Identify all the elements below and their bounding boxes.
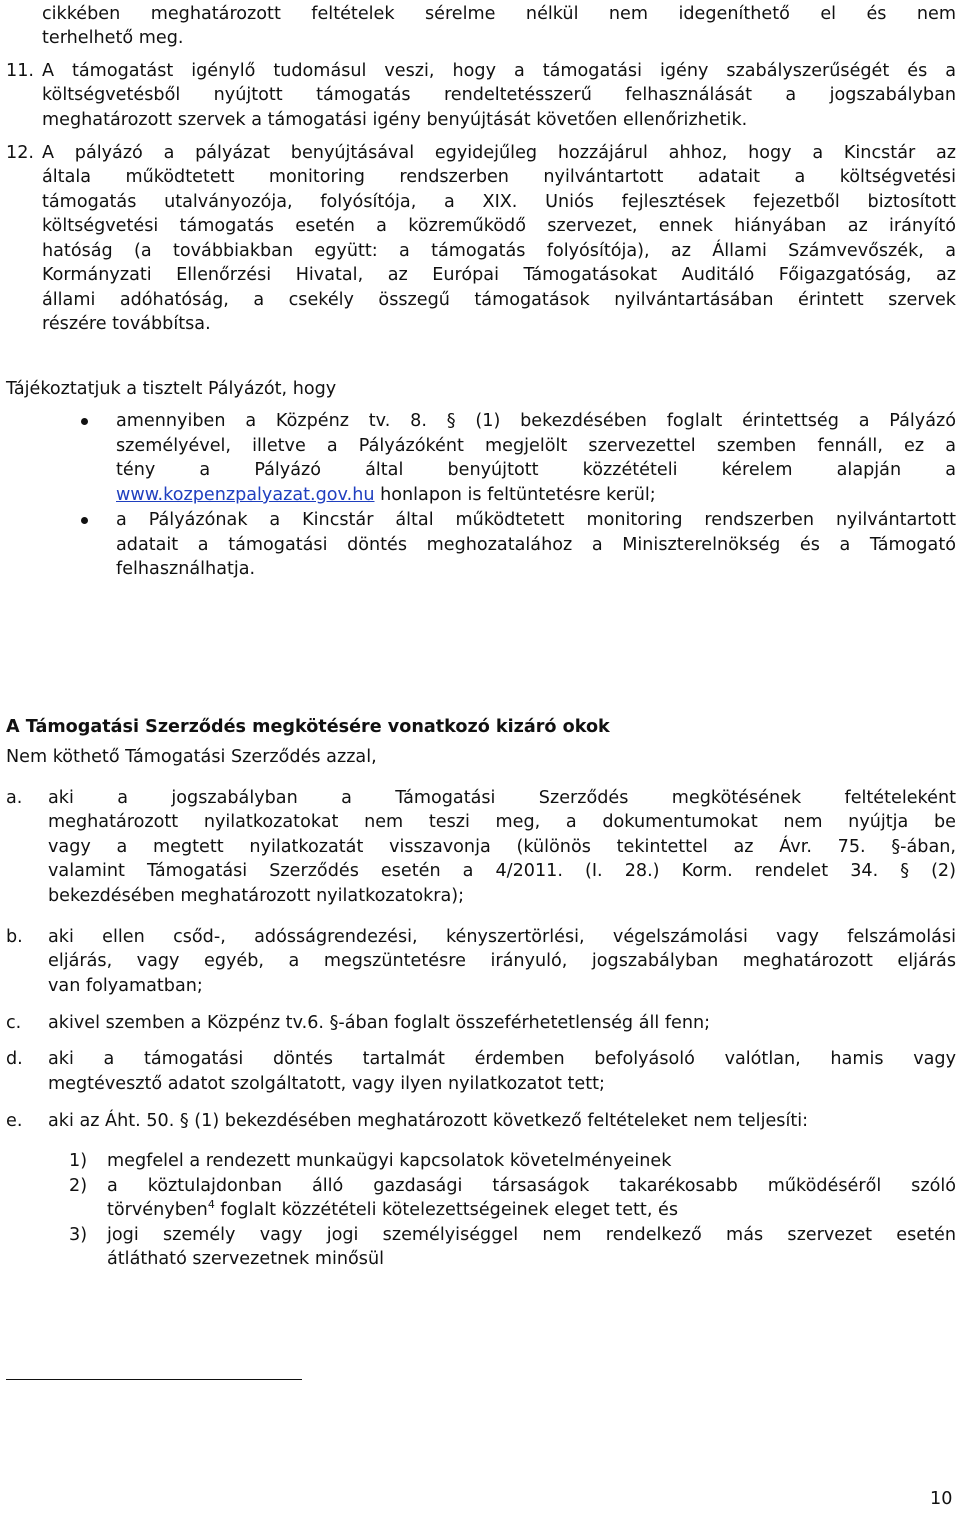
item10-tail-line1: cikkében meghatározott feltételek sérelme nélkül nem idegeníthető el és nem — [42, 4, 956, 24]
notice-bullet2-line1: a Pályázónak a Kincstár által működtetett monitoring rendszerben nyilvántartott — [116, 510, 956, 530]
notice-bullet2-line2: adatait a támogatási döntés meghozatalához a Miniszterelnökség és a Támogató — [116, 535, 956, 555]
item-b-line3: van folyamatban; — [48, 976, 203, 996]
footnote-separator — [6, 1379, 302, 1380]
item-c-line1: akivel szemben a Közpénz tv.6. §-ában foglalt összeférhetetlenség áll fenn; — [48, 1013, 711, 1033]
item-d-line2: megtévesztő adatot szolgáltatott, vagy ilyen nyilatkozatot tett; — [48, 1074, 605, 1094]
notice-bullet1-line4-rest: honlapon is feltüntetésre kerül; — [374, 485, 656, 505]
item-a-line1: aki a jogszabályban a Támogatási Szerződés megkötésének feltételeként — [48, 788, 956, 808]
subitem-2-line2-b: foglalt közzétételi kötelezettségeinek eleget tett, és — [214, 1200, 679, 1220]
item-d-label: d. — [6, 1049, 23, 1069]
item-b-line2: eljárás, vagy egyéb, a megszüntetésre irányuló, jogszabályban meghatározott eljárás — [48, 951, 956, 971]
bullet-icon — [81, 418, 88, 425]
subitem-2-line2-a: törvényben — [107, 1200, 208, 1220]
item-b-label: b. — [6, 927, 23, 947]
section-heading: A Támogatási Szerződés megkötésére vonatkozó kizáró okok — [6, 717, 610, 737]
subitem-2-line2 — [107, 1198, 678, 1222]
item12-line5: hatóság (a továbbiakban együtt: a támogatás folyósítója), az Állami Számvevőszék, a — [42, 241, 956, 261]
subitem-3-line1: jogi személy vagy jogi személyiséggel nem rendelkező más szervezet esetén — [107, 1225, 956, 1245]
item-d-line1: aki a támogatási döntés tartalmát érdemben befolyásoló valótlan, hamis vagy — [48, 1049, 956, 1069]
item11-line1: A támogatást igénylő tudomásul veszi, hogy a támogatási igény szabályszerűségét és a — [42, 61, 956, 81]
notice-intro: Tájékoztatjuk a tisztelt Pályázót, hogy — [6, 379, 337, 399]
item12-line6: Kormányzati Ellenőrzési Hivatal, az Európai Támogatásokat Auditáló Főigazgatóság, az — [42, 265, 956, 285]
item11-number: 11. — [6, 61, 34, 81]
subitem-3-label: 3) — [69, 1225, 88, 1245]
notice-bullet1-line2: személyével, illetve a Pályázóként megjelölt szervezettel szemben fennáll, ez a — [116, 436, 956, 456]
item12-line2: általa működtetett monitoring rendszerben nyilvántartott adatait a költségvetési — [42, 167, 956, 187]
kozpenzpalyazat-link[interactable]: www.kozpenzpalyazat.gov.hu — [116, 485, 375, 505]
subitem-2-label: 2) — [69, 1176, 88, 1196]
item-e-label: e. — [6, 1111, 23, 1131]
item-e-line1: aki az Áht. 50. § (1) bekezdésében meghatározott következő feltételeket nem teljesíti: — [48, 1111, 809, 1131]
item-a-line5: bekezdésében meghatározott nyilatkozatokra); — [48, 886, 465, 906]
item12-line4: költségvetési támogatás esetén a közreműködő szervezet, ennek hiányában az irányító — [42, 216, 956, 236]
item-c-label: c. — [6, 1013, 22, 1033]
page-number: 10 — [930, 1489, 953, 1509]
item10-tail-line2: terhelhető meg. — [42, 28, 184, 48]
item11-line2: költségvetésből nyújtott támogatás rendeltetésszerű felhasználását a jogszabályban — [42, 85, 956, 105]
subitem-1-line1: megfelel a rendezett munkaügyi kapcsolatok követelményeinek — [107, 1151, 672, 1171]
item12-line7: állami adóhatóság, a csekély összegű támogatások nyilvántartásában érintett szervek — [42, 290, 956, 310]
bullet-icon — [81, 517, 88, 524]
item-b-line1: aki ellen csőd-, adósságrendezési, kényszertörlési, végelszámolási vagy felszámolási — [48, 927, 956, 947]
item12-line1: A pályázó a pályázat benyújtásával egyidejűleg hozzájárul ahhoz, hogy a Kincstár az — [42, 143, 956, 163]
notice-bullet1-line3: tény a Pályázó által benyújtott közzétételi kérelem alapján a — [116, 460, 956, 480]
subitem-2-line1: a köztulajdonban álló gazdasági társaságok takarékosabb működéséről szóló — [107, 1176, 956, 1196]
item-a-line3: vagy a megtett nyilatkozatát visszavonja (különös tekintettel az Ávr. 75. §-ában, — [48, 837, 956, 857]
item12-line8: részére továbbítsa. — [42, 314, 211, 334]
item11-line3: meghatározott szervek a támogatási igény benyújtását követően ellenőrizhetik. — [42, 110, 748, 130]
notice-bullet2-line3: felhasználhatja. — [116, 559, 256, 579]
item12-line3: támogatás utalványozója, folyósítója, a XIX. Uniós fejlesztések fejezetből biztosított — [42, 192, 956, 212]
item12-number: 12. — [6, 143, 34, 163]
item-a-label: a. — [6, 788, 23, 808]
notice-bullet1-line1: amennyiben a Közpénz tv. 8. § (1) bekezdésében foglalt érintettség a Pályázó — [116, 411, 956, 431]
section-subheading: Nem köthető Támogatási Szerződés azzal, — [6, 747, 377, 767]
notice-bullet1-line4 — [116, 483, 656, 507]
item-a-line2: meghatározott nyilatkozatokat nem teszi meg, a dokumentumokat nem nyújtja be — [48, 812, 956, 832]
subitem-3-line2: átlátható szervezetnek minősül — [107, 1249, 384, 1269]
item-a-line4: valamint Támogatási Szerződés esetén a 4/2011. (I. 28.) Korm. rendelet 34. § (2) — [48, 861, 956, 881]
subitem-1-label: 1) — [69, 1151, 88, 1171]
footnote-ref: 4 — [207, 1198, 215, 1211]
